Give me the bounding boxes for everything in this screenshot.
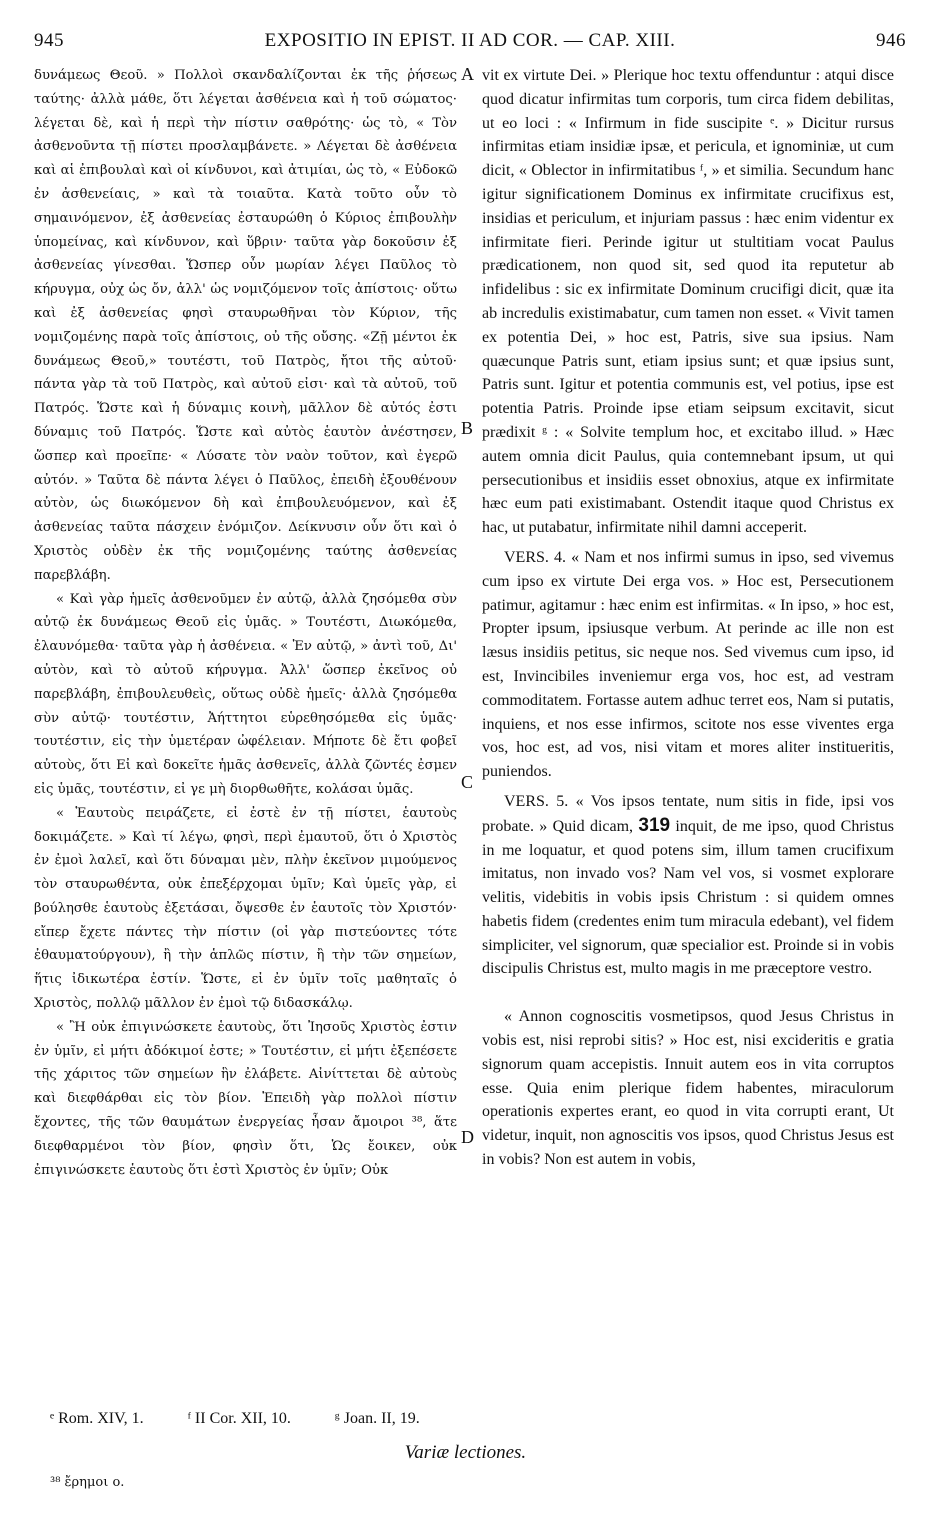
variae-lectiones-heading: Variæ lectiones. bbox=[404, 1442, 527, 1463]
greek-paragraph: « Ἑαυτοὺς πειράζετε, εἰ ἐστὲ ἐν τῇ πίστει, ἑαυτοὺς δοκιμάζετε. » Καὶ τί λέγω, φησὶ, περὶ ἐμαυτοῦ, ὅτι ὁ Χριστὸς ἐν ἐμοὶ λαλεῖ, καὶ ὅτι δύναμαι μὲν, πλὴν ἐκεῖνον μιμούμενος τὸν σταυρωθέντα, οὐκ ἐπεξέρχομαι ὑμῖν; Καὶ ὑμεῖς γὰρ, εἰ βούλησθε ἑαυτοὺς ἐξετάσαι, ὄψεσθε ἐν ἑαυτοῖς τὸν Χριστόν· εἴπερ ἔχετε πάντες τὴν πίστιν (οἱ γὰρ πιστεύοντες τότε ἐθαυματούργουν), ἢ τὴν ἁπλῶς πίστιν, ἢ τὴν τῶν σημείων, ἥτις ἰδικωτέρα ἐστίν. Ὥστε, εἰ ἐν ὑμῖν τοῖς μαθηταῖς ὁ Χριστὸς, πολλῷ μᾶλλον ἐν ἐμοὶ τῷ διδασκάλῳ. bbox=[34, 805, 457, 1012]
footnotes bbox=[50, 1410, 870, 1428]
variant-note: ³⁸ ἔρημοι ο. bbox=[50, 1475, 125, 1490]
margin-letter-b: B bbox=[461, 418, 474, 438]
latin-paragraph: VERS. 4. « Nam et nos infirmi sumus in ipso, sed vivemus cum ipso ex virtute Dei erga vos. » Hoc est, Persecutionem patimur, agitamur : hæc enim est infirmitas. « In ipso, » hoc est, Propter ipsum, ipsiusque verbum. At perinde ac ille non est læsus insidiis petitus, sic neque nos. Sed vivemus cum ipso, id est, Invincibiles inveniemur erga vos, hoc est, ad vestram commoditatem. Fortasse autem adhuc terret eos, Nam si putatis, inquiens, et nos esse infirmos, scitote nos esse viventes erga vos, hoc est, ad vos, nisi vitam et mores aliter institueritis, puniendos. bbox=[482, 548, 894, 781]
greek-column bbox=[34, 64, 457, 1182]
edition-page-number: 319 bbox=[638, 814, 671, 836]
latin-paragraph: « Annon cognoscitis vosmetipsos, quod Jesus Christus in vobis est, nisi reprobi sitis? » Hoc est, nisi excideritis e gratia signorum quam accepistis. Innuit autem eos in vita corruptos esse. Quia enim plerique fidem habentes, miraculorum operationis expertes erant, eo quod in vita corrupti erant, Ut videtur, inquit, non agnoscitis vos ipsos, quod Christus Jesus est in vobis? Non est autem in vobis, bbox=[482, 1008, 894, 1169]
latin-text: VERS. 5. « Vos ipsos tentate, num sitis in fide, ipsi vos probate. » Quid dicam, bbox=[482, 792, 894, 835]
footnote: ᵍ Joan. II, 19. bbox=[334, 1410, 420, 1427]
latin-text: inquit, de me ipso, quod Christus in me loquatur, et quod potens sim, illum tamen crucifixum imitatus, non invado vos? Nam vel vos, si vosmet explorare velitis, videbitis in vobis ipsis Christum : si quidem omnes habetis fidem (credentes enim tum miracula edebant), vel fidem simpliciter, vel signorum, quæ specialior est. Proinde si in vobis discipulis Christus est, multo magis in me præceptore vestro. bbox=[482, 817, 895, 978]
latin-column bbox=[482, 64, 894, 1172]
footnote: ᶠ II Cor. XII, 10. bbox=[187, 1410, 291, 1427]
margin-letter-a: A bbox=[461, 64, 474, 84]
running-title: EXPOSITIO IN EPIST. II AD COR. — CAP. XIII. bbox=[264, 30, 676, 51]
margin-letter-d: D bbox=[461, 1127, 474, 1147]
page-number-left: 945 bbox=[34, 30, 64, 51]
footnote: ᵉ Rom. XIV, 1. bbox=[50, 1410, 144, 1427]
page-number-right: 946 bbox=[876, 30, 906, 51]
page-header bbox=[34, 30, 906, 58]
latin-paragraph bbox=[482, 790, 894, 981]
margin-letter-c: C bbox=[461, 772, 474, 792]
greek-paragraph: « Καὶ γὰρ ἡμεῖς ἀσθενοῦμεν ἐν αὐτῷ, ἀλλὰ ζησόμεθα σὺν αὐτῷ ἐκ δυνάμεως Θεοῦ εἰς ὑμᾶς. » Τουτέστι, Διωκόμεθα, ἐλαυνόμεθα· ταῦτα γὰρ ἡ ἀσθένεια. « Ἐν αὐτῷ, » ἀντὶ τοῦ, Δι' αὐτὸν, καὶ τὸ αὐτοῦ κήρυγμα. Ἀλλ' ὥσπερ ἐκεῖνος οὐ παρεβλάβη, ἐπιβουλευθεὶς, οὕτως οὐδὲ ἡμεῖς· ἀλλὰ ζησόμεθα σὺν αὐτῷ· τουτέστιν, Ἀήττητοι εὑρεθησόμεθα εἰς ὑμᾶς· τουτέστιν, εἰς τὴν ὑμετέραν ὠφέλειαν. Μήποτε δὲ ἔτι φοβεῖ αὐτοὺς, ὅτι Εἰ καὶ δοκεῖτε ἡμᾶς ἀσθενεῖς, ἀλλὰ ζῶντές ἐσμεν εἰς ὑμᾶς, τουτέστιν, εἰ γε μὴ διορθωθῆτε, κολάσαι ὑμᾶς. bbox=[34, 591, 457, 797]
greek-paragraph: « Ἢ οὐκ ἐπιγινώσκετε ἑαυτοὺς, ὅτι Ἰησοῦς Χριστὸς ἐστιν ἐν ὑμῖν, εἰ μήτι ἀδόκιμοί ἐστε; » Τουτέστιν, εἰ μήτι ἐξεπέσετε τῆς χάριτος τῶν σημείων ἣν ἐλάβετε. Αἰνίττεται δὲ αὐτοὺς καὶ διεφθάρθαι εἰς τὸν βίον. Ἐπειδὴ γὰρ πολλοὶ πίστιν ἔχοντες, τῆς τῶν θαυμάτων ἐνεργείας ἦσαν ἄμοιροι ³⁸, ἅτε διεφθαρμένοι τὸν βίον, φησὶν ὅτι, Ὡς ἔοικεν, οὐκ ἐπιγινώσκετε ἑαυτοὺς ὅτι ἐστὶ Χριστὸς ἐν ὑμῖν; Οὐκ bbox=[34, 1019, 457, 1178]
greek-paragraph: δυνάμεως Θεοῦ. » Πολλοὶ σκανδαλίζονται ἐκ τῆς ῥήσεως ταύτης· ἀλλὰ μάθε, ὅτι λέγεται ἀσθένεια καὶ ἡ τοῦ σώματος· λέγεται δὲ, καὶ ἡ περὶ τὴν πίστιν σαθρότης· ὡς τὸ, « Τὸν ἀσθενοῦντα τῇ πίστει προσλαμβάνετε. » Λέγεται δὲ ἀσθένεια καὶ αἱ ἐπιβουλαὶ καὶ οἱ κίνδυνοι, καὶ ἀτιμίαι, ὡς τὸ, « Εὐδοκῶ ἐν ἀσθενείαις, » καὶ τὰ τοιαῦτα. Κατὰ τοῦτο οὖν τὸ σημαινόμενον, ἐξ ἀσθενείας ἐσταυρώθη ὁ Κύριος ἐπιβουλὴν ὑπομείνας, καὶ κίνδυνον, καὶ ὕβριν· ταῦτα γὰρ δοκοῦσιν ἐξ ἀσθενείας γίνεσθαι. Ὥσπερ οὖν μωρίαν λέγει Παῦλος τὸ κήρυγμα, οὐχ ὡς ὄν, ἀλλ' ὡς νομιζόμενον τοῖς ἀπίστοις· οὕτω καὶ ἐξ ἀσθενείας φησὶ σταυρωθῆναι τὸν Κύριον, τῆς νομιζομένης παρὰ τοῖς ἀπίστοις, οὐ τῆς οὔσης. «Ζῇ μέντοι ἐκ δυνάμεως Θεοῦ,» τουτέστι, τοῦ Πατρὸς, ἤτοι τῆς αὐτοῦ· πάντα γὰρ τὰ τοῦ Πατρὸς, καὶ αὐτοῦ εἰσι· καὶ τὰ αὐτοῦ, τοῦ Πατρός. Ὥστε καὶ ἡ δύναμις κοινὴ, μᾶλλον δὲ αὐτός ἐστι δύναμις τοῦ Πατρός. Ὥστε καὶ αὐτὸς ἑαυτὸν ἀνέστησεν, ὥσπερ καὶ προεῖπε· « Λύσατε τὸν ναὸν τοῦτον, καὶ ἐγερῶ αὐτόν. » Ταῦτα δὲ πάντα λέγει ὁ Παῦλος, ἐπειδὴ ἐξουθένουν αὐτὸν, ὡς διωκόμενον δὴ καὶ ἐπιβουλευόμενον, καὶ ἐξ ἀσθενείας ταῦτα πάσχειν ἐνόμιζον. Δείκνυσιν οὖν ὅτι καὶ ὁ Χριστὸς οὐδὲν ἐκ τῆς νομιζομένης ταύτης ἀσθενείας παρεβλάβη. bbox=[34, 68, 457, 583]
latin-paragraph: vit ex virtute Dei. » Plerique hoc textu offenduntur : atqui disce quod dicatur infirmitas tum corporis, tum circa fidem debilitas, ut eo loci : « Infirmum in fide suscipite ᵉ. » Dicitur rursus infirmitas etiam insidiæ ipsæ, et pericula, et ignominiæ, ut cum dicit, « Oblector in infirmitatibus ᶠ, » et similia. Secundum hanc igitur significationem Dominus ex infirmitate crucifixus est, insidias et periculum, et injuriam passus : hæc enim videntur ex infirmitate fieri. Perinde igitur ut stultitiam vocat Paulus prædicationem, non quod sit, sed quod ita reputetur ab infidelibus : sic ex infirmitate Dominum crucifigi dicit, quæ ita ab incredulis existimabatur, cum tamen non esset. « Vivit tamen ex potentia Dei, » hoc est, Patris, sive sua ipsius. Nam quæcunque Patris sunt, etiam ipsius sunt; et quæ ipsius sunt, Patris sunt. Igitur et potentia communis est, vel potius, ipse est potentia Patris. Proinde ipse etiam seipsum excitavit, sicut prædixit ᵍ : « Solvite templum hoc, et excitabo illud. » Hæc autem omnia dicit Paulus, quia contemnebant ipsum, ut qui persecutionibus et insidiis esset obnoxius, atque ex infirmitate hæc eum pati existimabant. Ostendit itaque quod Christus ex hac, ut putabatur, infirmitate nihil damni acceperit. bbox=[482, 67, 894, 537]
